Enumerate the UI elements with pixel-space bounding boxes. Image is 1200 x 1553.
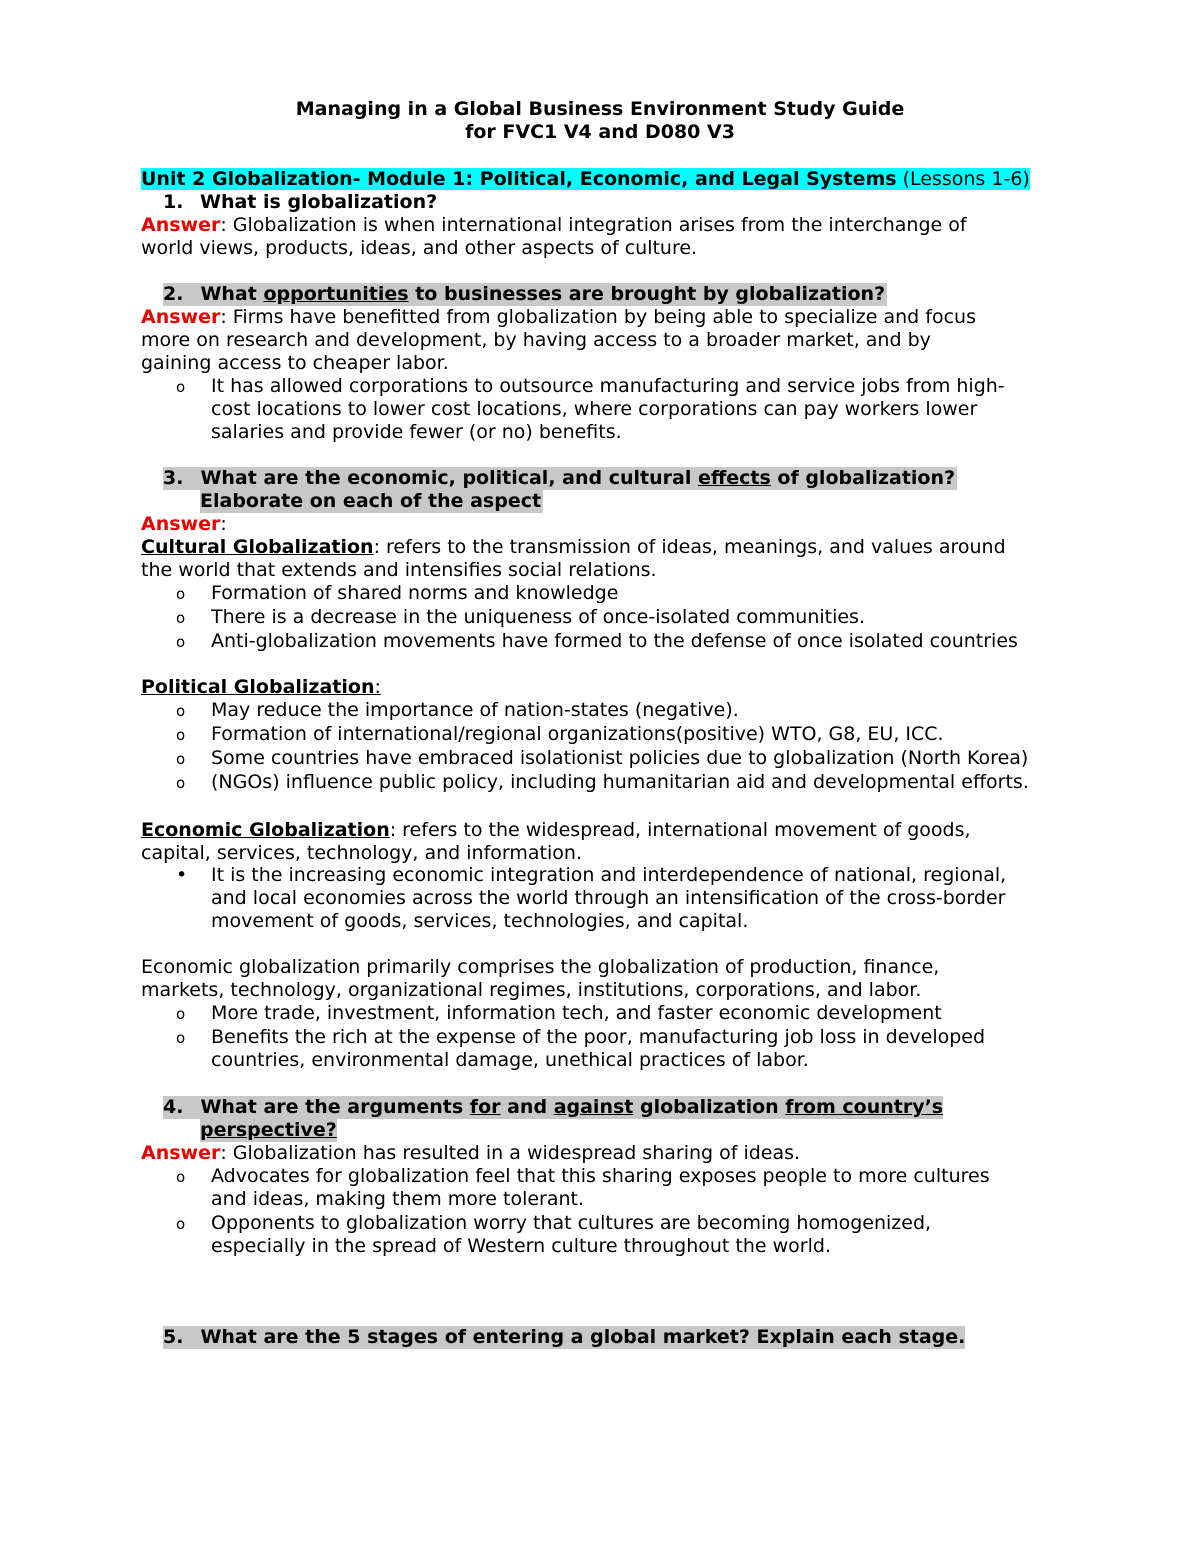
cultural-bullet-2: There is a decrease in the uniqueness of once-isolated communities. bbox=[211, 606, 865, 628]
bullet-dot-marker: • bbox=[176, 864, 188, 886]
question-1-number: 1. bbox=[163, 191, 184, 213]
political-bullet-3: Some countries have embraced isolationist policies due to globalization (North Korea) bbox=[211, 747, 1029, 769]
economic-bullet-2-line-1: Benefits the rich at the expense of the poor, manufacturing job loss in developed bbox=[211, 1026, 986, 1048]
cultural-intro-line-2: the world that extends and intensifies social relations. bbox=[141, 559, 657, 581]
economic-bullet-1: More trade, investment, information tech, and faster economic development bbox=[211, 1002, 942, 1024]
cultural-heading: Cultural Globalization bbox=[141, 536, 374, 558]
economic-heading: Economic Globalization bbox=[141, 819, 390, 841]
question-2-heading: 2. What opportunities to businesses are brought by globalization? bbox=[163, 283, 886, 305]
answer-2-bullet-line-2: cost locations to lower cost locations, where corporations can pay workers lower bbox=[211, 398, 978, 420]
question-5-number: 5. bbox=[163, 1326, 184, 1348]
bullet-marker: o bbox=[176, 702, 186, 720]
question-4-heading-line-2: perspective? bbox=[200, 1119, 337, 1141]
bullet-marker: o bbox=[176, 1168, 186, 1186]
answer-2-line-2: more on research and development, by having access to a broader market, and by bbox=[141, 329, 931, 351]
answer-2-bullet-line-3: salaries and provide fewer (or no) benefits. bbox=[211, 421, 622, 443]
answer-2-bullet-line-1: It has allowed corporations to outsource manufacturing and service jobs from high- bbox=[211, 375, 1005, 397]
political-heading: Political Globalization: bbox=[141, 676, 381, 698]
bullet-marker: o bbox=[176, 378, 186, 396]
political-bullet-4: (NGOs) influence public policy, including humanitarian aid and developmental efforts. bbox=[211, 771, 1029, 793]
answer-3-label: Answer: bbox=[141, 513, 227, 535]
unit-heading-title: Unit 2 Globalization- Module 1: Political, Economic, and Legal Systems bbox=[141, 168, 897, 190]
bullet-marker: o bbox=[176, 609, 186, 627]
economic-para-line-2: markets, technology, organizational regimes, institutions, corporations, and labor. bbox=[141, 979, 922, 1001]
answer-label: Answer bbox=[141, 513, 221, 535]
answer-2-line-3: gaining access to cheaper labor. bbox=[141, 352, 449, 374]
bullet-marker: o bbox=[176, 633, 186, 651]
question-4-heading: 4. What are the arguments for and against globalization from country’s bbox=[163, 1096, 944, 1118]
political-bullet-1: May reduce the importance of nation-states (negative). bbox=[211, 699, 739, 721]
bullet-marker: o bbox=[176, 1215, 186, 1233]
bullet-marker: o bbox=[176, 726, 186, 744]
question-3-number: 3. bbox=[163, 467, 184, 489]
cultural-intro-line-1: Cultural Globalization: refers to the transmission of ideas, meanings, and values around bbox=[141, 536, 1006, 558]
cultural-bullet-3: Anti-globalization movements have formed to the defense of once isolated countries bbox=[211, 630, 1018, 652]
document-subtitle: for FVC1 V4 and D080 V3 bbox=[465, 121, 735, 143]
bullet-marker: o bbox=[176, 1005, 186, 1023]
answer-label: Answer bbox=[141, 1142, 221, 1164]
economic-dot-bullet-line-3: movement of goods, services, technologies, and capital. bbox=[211, 910, 749, 932]
question-5-heading: 5. What are the 5 stages of entering a global market? Explain each stage. bbox=[163, 1326, 966, 1348]
question-4-number: 4. bbox=[163, 1096, 184, 1118]
answer-1-line-2: world views, products, ideas, and other aspects of culture. bbox=[141, 237, 698, 259]
answer-4-bullet-2-line-1: Opponents to globalization worry that cultures are becoming homogenized, bbox=[211, 1212, 932, 1234]
question-3-heading: 3. What are the economic, political, and cultural effects of globalization? bbox=[163, 467, 956, 489]
answer-label: Answer bbox=[141, 306, 221, 328]
economic-dot-bullet-line-1: It is the increasing economic integration and interdependence of national, regional, bbox=[211, 864, 1007, 886]
bullet-marker: o bbox=[176, 585, 186, 603]
question-2-number: 2. bbox=[163, 283, 184, 305]
answer-4-bullet-1-line-1: Advocates for globalization feel that this sharing exposes people to more cultures bbox=[211, 1165, 990, 1187]
bullet-marker: o bbox=[176, 774, 186, 792]
bullet-marker: o bbox=[176, 750, 186, 768]
political-bullet-2: Formation of international/regional organizations(positive) WTO, G8, EU, ICC. bbox=[211, 723, 944, 745]
unit-heading-lessons: (Lessons 1-6) bbox=[896, 168, 1030, 190]
cultural-bullet-1: Formation of shared norms and knowledge bbox=[211, 582, 619, 604]
question-3-heading-line-2: Elaborate on each of the aspect bbox=[200, 490, 542, 512]
answer-4-bullet-2-line-2: especially in the spread of Western culture throughout the world. bbox=[211, 1235, 831, 1257]
economic-intro-line-2: capital, services, technology, and information. bbox=[141, 842, 582, 864]
economic-dot-bullet-line-2: and local economies across the world through an intensification of the cross-border bbox=[211, 887, 1006, 909]
economic-intro-line-1: Economic Globalization: refers to the widespread, international movement of goods, bbox=[141, 819, 971, 841]
question-1-text: What is globalization? bbox=[200, 191, 438, 213]
economic-bullet-2-line-2: countries, environmental damage, unethical practices of labor. bbox=[211, 1049, 809, 1071]
answer-4-bullet-1-line-2: and ideas, making them more tolerant. bbox=[211, 1188, 585, 1210]
answer-label: Answer bbox=[141, 214, 221, 236]
unit-heading bbox=[141, 168, 1030, 191]
answer-4-line-1: Answer: Globalization has resulted in a widespread sharing of ideas. bbox=[141, 1142, 801, 1164]
bullet-marker: o bbox=[176, 1029, 186, 1047]
answer-1-line-1: Answer: Globalization is when international integration arises from the interchange of bbox=[141, 214, 967, 236]
document-title: Managing in a Global Business Environment Study Guide bbox=[295, 98, 905, 120]
economic-para-line-1: Economic globalization primarily comprises the globalization of production, finance, bbox=[141, 956, 940, 978]
answer-2-line-1: Answer: Firms have benefitted from globalization by being able to specialize and focus bbox=[141, 306, 976, 328]
